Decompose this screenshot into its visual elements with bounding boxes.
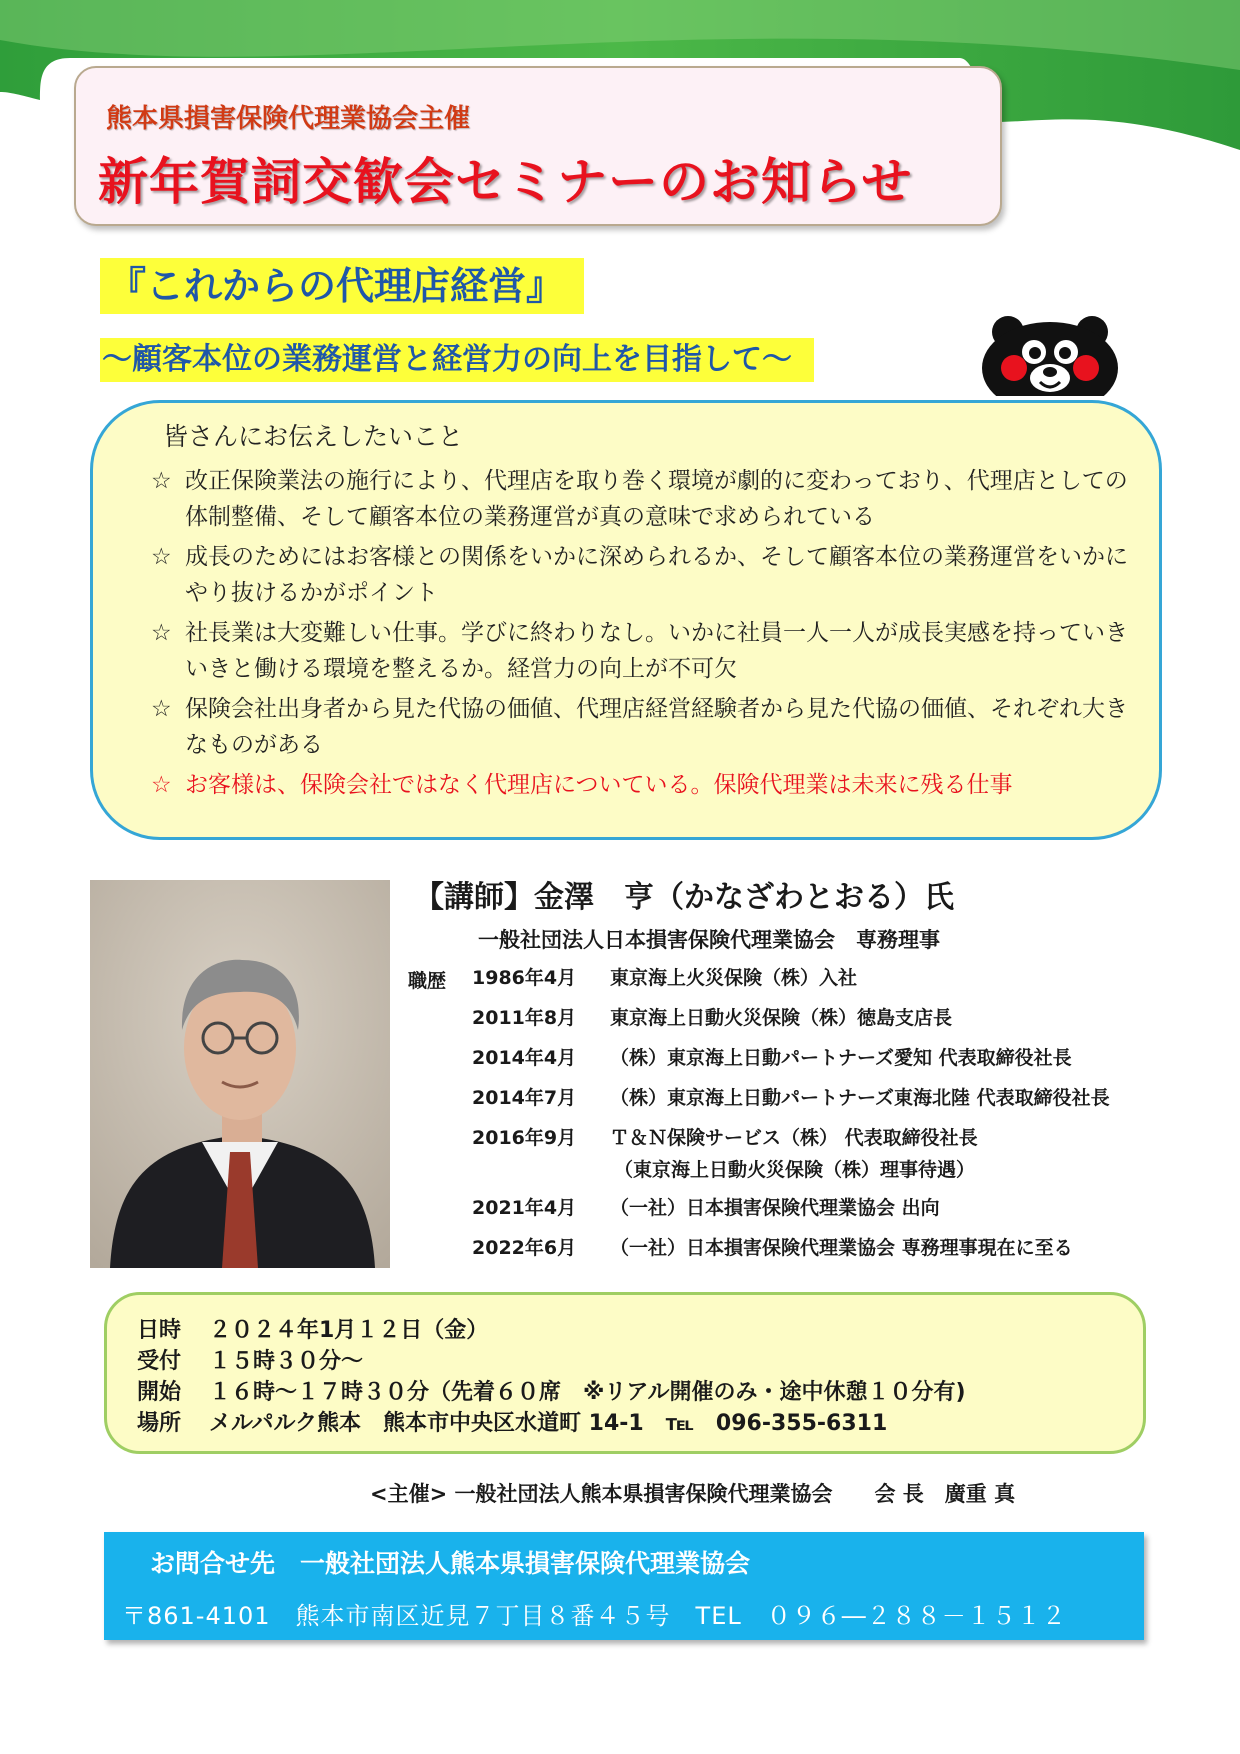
list-item: ☆ 保険会社出身者から見た代協の価値、代理店経営経験者から見た代協の価値、それぞれ大きなものがある <box>151 691 1141 763</box>
career-row: 2016年9月 Ｔ＆Ｎ保険サービス（株） 代表取締役社長 <box>472 1127 978 1149</box>
kumamon-mascot-icon <box>968 312 1132 404</box>
list-item: ☆ 社長業は大変難しい仕事。学びに終わりなし。いかに社員一人一人が成長実感を持っていきいきと働ける環境を整えるか。経営力の向上が不可欠 <box>151 615 1141 687</box>
organizer-line: 熊本県損害保険代理業協会主催 <box>106 104 471 134</box>
list-item: ☆ 改正保険業法の施行により、代理店を取り巻く環境が劇的に変わっており、代理店としての体制整備、そして顧客本位の業務運営が真の意味で求められている <box>151 463 1141 535</box>
event-start: 開始 １６時～１７時３０分（先着６０席 ※リアル開催のみ・途中休憩１０分有) <box>137 1380 966 1405</box>
career-list <box>472 966 1110 1276</box>
title-box <box>74 66 1002 226</box>
lecturer-photo <box>90 880 390 1268</box>
star-icon: ☆ <box>151 696 172 722</box>
message-list <box>151 463 1141 807</box>
star-icon: ☆ <box>151 772 172 798</box>
list-item-highlight: ☆ お客様は、保険会社ではなく代理店についている。保険代理業は未来に残る仕事 <box>151 767 1141 803</box>
event-date: 日時 ２０２４年1月１２日（金） <box>137 1318 489 1343</box>
page-title: 新年賀詞交歓会セミナーのお知らせ <box>98 153 913 211</box>
host-line: <主催> 一般社団法人熊本県損害保険代理業協会 会 長 廣重 真 <box>370 1482 1016 1506</box>
theme-subtitle: ～顧客本位の業務運営と経営力の向上を目指して～ <box>100 338 814 382</box>
event-venue: 場所 メルパルク熊本 熊本市中央区水道町 14-1 ℡ 096-355-6311 <box>137 1411 888 1436</box>
event-details-box <box>104 1292 1146 1454</box>
theme-title: 『これからの代理店経営』 <box>100 258 584 314</box>
star-icon: ☆ <box>151 468 172 494</box>
career-row: 1986年4月 東京海上火災保険（株）入社 <box>472 967 858 989</box>
career-row: 2021年4月 （一社）日本損害保険代理業協会 出向 <box>472 1197 940 1219</box>
career-row: 2014年7月 （株）東京海上日動パートナーズ東海北陸 代表取締役社長 <box>472 1087 1110 1109</box>
career-row: 2014年4月 （株）東京海上日動パートナーズ愛知 代表取締役社長 <box>472 1047 1072 1069</box>
contact-box <box>104 1532 1144 1640</box>
event-reception: 受付 １５時３０分～ <box>137 1349 364 1374</box>
lecturer-title: 【講師】金澤 亨（かなざわとおる）氏 <box>414 880 954 915</box>
career-row-continued: （東京海上日動火災保険（株）理事待遇） <box>614 1159 976 1181</box>
career-row: 2011年8月 東京海上日動火災保険（株）徳島支店長 <box>472 1007 953 1029</box>
lecturer-affiliation: 一般社団法人日本損害保険代理業協会 専務理事 <box>478 928 940 952</box>
contact-address: 〒861-4101 熊本市南区近見７丁目８番４５号 TEL ０９６―２８８－１５１２ <box>122 1602 1067 1630</box>
star-icon: ☆ <box>151 544 172 570</box>
list-item: ☆ 成長のためにはお客様との関係をいかに深められるか、そして顧客本位の業務運営をいかにやり抜けるかがポイント <box>151 539 1141 611</box>
event-list <box>137 1315 966 1439</box>
career-label: 職歴 <box>408 970 447 992</box>
career-row: 2022年6月 （一社）日本損害保険代理業協会 専務理事現在に至る <box>472 1237 1073 1259</box>
message-box <box>90 400 1162 840</box>
message-heading: 皆さんにお伝えしたいこと <box>163 422 464 451</box>
contact-title: お問合せ先 一般社団法人熊本県損害保険代理業協会 <box>150 1549 751 1578</box>
star-icon: ☆ <box>151 620 172 646</box>
